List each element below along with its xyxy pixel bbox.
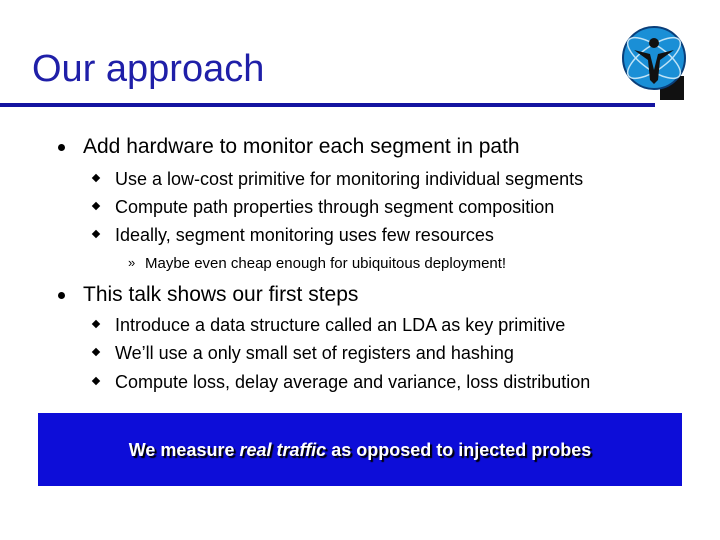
subbullet-text: Introduce a data structure called an LDA as key primitive [115, 315, 566, 335]
callout-text-after: as opposed to injected probes [326, 440, 592, 460]
diamond-bullet-icon [92, 230, 100, 238]
title-underline [0, 103, 655, 107]
bullet-text: Add hardware to monitor each segment in path [83, 135, 520, 158]
diamond-bullet-icon [92, 348, 100, 356]
callout-text-before: We measure [128, 440, 240, 460]
diamond-bullet-icon [92, 174, 100, 182]
subbullet-text: Compute path properties through segment composition [115, 197, 555, 217]
bullet-text: This talk shows our first steps [83, 283, 359, 306]
subbullet-text: Use a low-cost primitive for monitoring individual segments [115, 169, 584, 189]
diamond-bullet-icon [92, 202, 100, 210]
subbullet-text: We’ll use a only small set of registers and hashing [115, 343, 514, 363]
diamond-bullet-icon [92, 377, 100, 385]
subbullet-text: Compute loss, delay average and variance, loss distribution [115, 372, 591, 392]
diamond-bullet-icon [92, 320, 100, 328]
chevron-bullet-icon: » [128, 255, 136, 270]
subsubbullet-text: Maybe even cheap enough for ubiquitous deployment! [145, 255, 507, 272]
globe-person-logo-icon [620, 18, 688, 104]
round-bullet-icon [58, 144, 65, 151]
round-bullet-icon [58, 292, 65, 299]
callout-emphasis: real traffic [239, 440, 327, 460]
callout-banner [38, 413, 682, 486]
callout-text [38, 440, 682, 461]
subbullet-text: Ideally, segment monitoring uses few resources [115, 225, 494, 245]
page-title: Our approach [32, 48, 265, 90]
